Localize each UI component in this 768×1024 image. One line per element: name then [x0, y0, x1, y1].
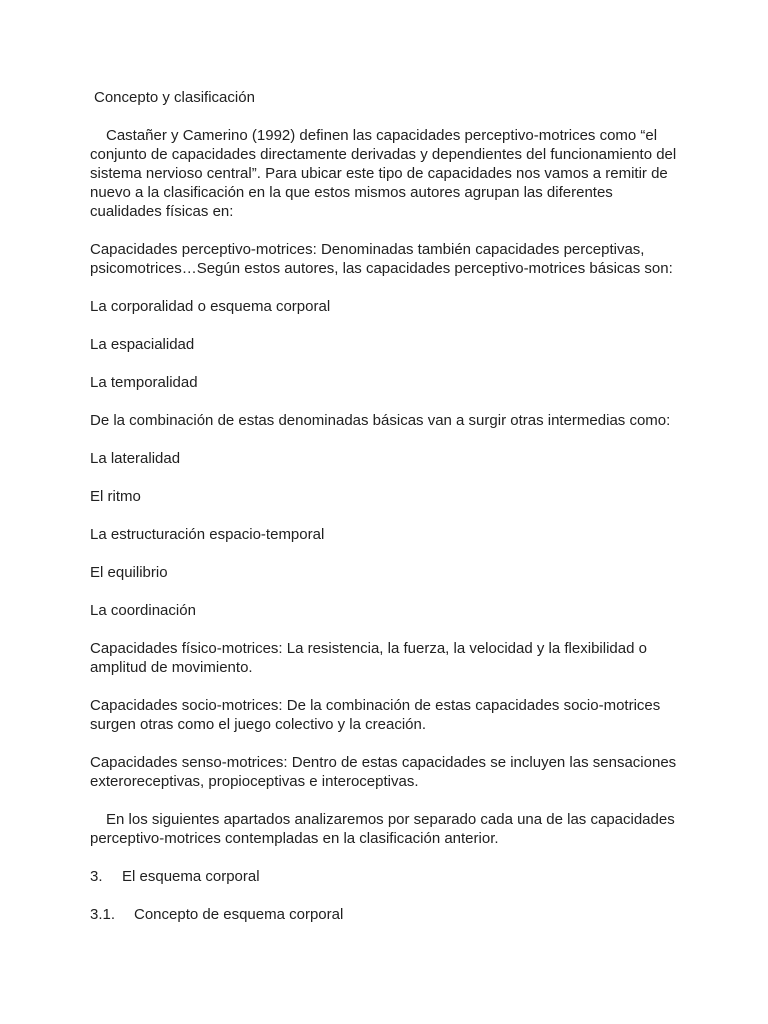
paragraph-intro: Castañer y Camerino (1992) definen las capacidades perceptivo-motrices como “el conjunto de capacidades directamente derivadas y dependientes del funcionamiento del sistema nervioso central”. Para ubicar este tipo de capacidades nos vamos a remitir de nuevo a la clasificación en la que estos mismos autores agrupan las diferentes cualidades físicas en: [90, 127, 677, 220]
paragraph-senso-motrices: Capacidades senso-motrices: Dentro de estas capacidades se incluyen las sensaciones exteroreceptivas, propioceptivas e interoceptivas. [90, 754, 677, 790]
list-item-corporalidad: La corporalidad o esquema corporal [90, 298, 331, 315]
paragraph-combinacion: De la combinación de estas denominadas básicas van a surgir otras intermedias como: [90, 412, 671, 429]
paragraph-siguientes-apartados: En los siguientes apartados analizaremos por separado cada una de las capacidades perceptivo-motrices contempladas en la clasificación anterior. [90, 811, 675, 847]
numbered-heading-3-1 [90, 905, 678, 924]
list-item-ritmo: El ritmo [90, 488, 141, 505]
list-item-coordinacion: La coordinación [90, 602, 196, 619]
paragraph-perceptivo-motrices: Capacidades perceptivo-motrices: Denominadas también capacidades perceptivas, psicomotrices…Según estos autores, las capacidades perceptivo-motrices básicas son: [90, 241, 673, 277]
list-item-equilibrio: El equilibrio [90, 564, 168, 581]
list-item-temporalidad: La temporalidad [90, 374, 198, 391]
heading-text: Concepto de esquema corporal [134, 906, 344, 923]
list-item-lateralidad: La lateralidad [90, 450, 181, 467]
heading-number: 3.1. [90, 906, 116, 923]
list-item-espacialidad: La espacialidad [90, 336, 195, 353]
heading-text: El esquema corporal [122, 868, 260, 885]
paragraph-socio-motrices: Capacidades socio-motrices: De la combinación de estas capacidades socio-motrices surgen otras como el juego colectivo y la creación. [90, 697, 661, 733]
heading-number: 3. [90, 868, 103, 885]
paragraph-fisico-motrices: Capacidades físico-motrices: La resistencia, la fuerza, la velocidad y la flexibilidad o amplitud de movimiento. [90, 640, 647, 676]
numbered-heading-3 [90, 867, 678, 886]
section-title: Concepto y clasificación [94, 89, 255, 106]
list-item-estructuracion: La estructuración espacio-temporal [90, 526, 325, 543]
